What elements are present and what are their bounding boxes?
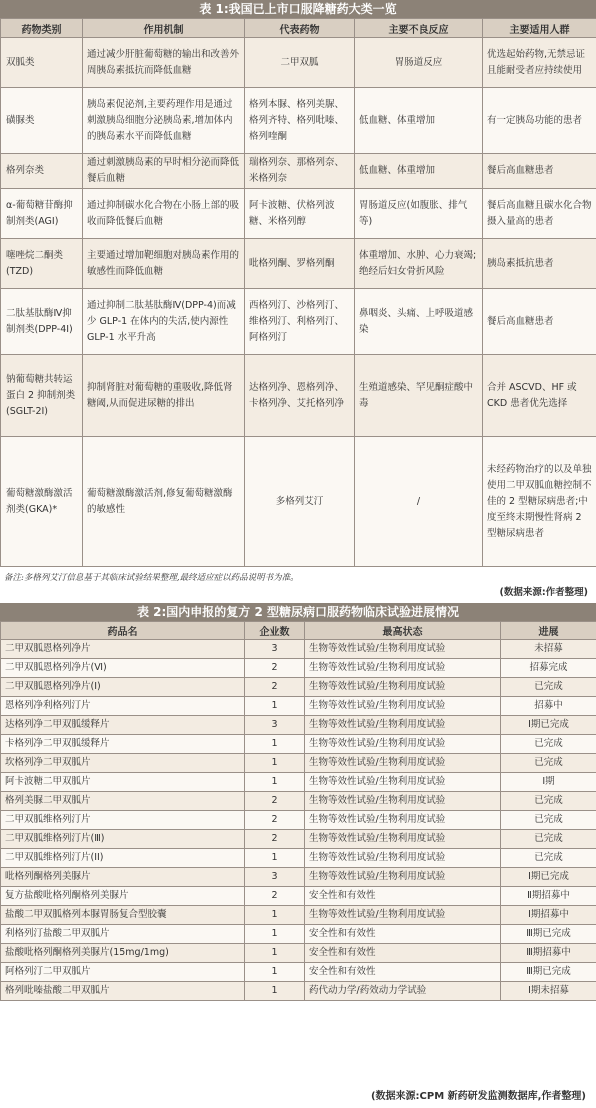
table2-cell-progress: Ⅰ期已完成 — [501, 716, 596, 735]
table2-cell-progress: 招募中 — [501, 697, 596, 716]
table1-cell-drugs: 格列本脲、格列美脲、格列齐特、格列吡嗪、格列喹酮 — [245, 88, 355, 154]
table1-cell-adverse: 体重增加、水肿、心力衰竭;绝经后妇女骨折风险 — [355, 239, 483, 289]
table2-cell-drug: 二甲双胍恩格列净片(Ⅰ) — [1, 678, 245, 697]
table2-cell-status: 药代动力学/药效动力学试验 — [305, 982, 501, 1001]
table2-row — [1, 792, 596, 811]
table1-cell-category: 葡萄糖激酶激活剂类(GKA)* — [1, 437, 83, 567]
table1-cell-mechanism: 通过抑制碳水化合物在小肠上部的吸收而降低餐后血糖 — [83, 189, 245, 239]
table1-cell-mechanism: 胰岛素促泌剂,主要药理作用是通过刺激胰岛细胞分泌胰岛素,增加体内的胰岛素水平而降低血糖 — [83, 88, 245, 154]
table2-cell-status: 生物等效性试验/生物利用度试验 — [305, 830, 501, 849]
table2-cell-progress: 已完成 — [501, 735, 596, 754]
table2-cell-status: 生物等效性试验/生物利用度试验 — [305, 697, 501, 716]
table2-row — [1, 716, 596, 735]
table1-cell-drugs: 吡格列酮、罗格列酮 — [245, 239, 355, 289]
table2-cell-progress: 未招募 — [501, 640, 596, 659]
table2-row — [1, 659, 596, 678]
table1-cell-drugs: 瑞格列奈、那格列奈、米格列奈 — [245, 154, 355, 189]
table2-cell-companies: 1 — [245, 982, 305, 1001]
table2-cell-progress: 已完成 — [501, 754, 596, 773]
table2-cell-companies: 2 — [245, 830, 305, 849]
table2-cell-drug: 利格列汀盐酸二甲双胍片 — [1, 925, 245, 944]
table2-cell-progress: 已完成 — [501, 678, 596, 697]
table2-cell-drug: 二甲双胍维格列汀片(Ⅲ) — [1, 830, 245, 849]
table2-cell-companies: 3 — [245, 640, 305, 659]
table1-cell-drugs: 西格列汀、沙格列汀、维格列汀、利格列汀、阿格列汀 — [245, 289, 355, 355]
table2-cell-companies: 3 — [245, 868, 305, 887]
table1-cell-category: 二肽基肽酶Ⅳ抑制剂类(DPP-4I) — [1, 289, 83, 355]
table2-row — [1, 773, 596, 792]
table1-row — [1, 154, 596, 189]
table1-header-population: 主要适用人群 — [483, 19, 596, 38]
table2-cell-companies: 2 — [245, 659, 305, 678]
table1-cell-mechanism: 葡萄糖激酶激活剂,修复葡萄糖激酶的敏感性 — [83, 437, 245, 567]
table2-cell-drug: 格列美脲二甲双胍片 — [1, 792, 245, 811]
table1-cell-adverse: 胃肠道反应(如腹胀、排气等) — [355, 189, 483, 239]
table1-row — [1, 437, 596, 567]
table1-cell-category: 磺脲类 — [1, 88, 83, 154]
table2-cell-companies: 1 — [245, 849, 305, 868]
table2-cell-companies: 1 — [245, 754, 305, 773]
table2-row — [1, 830, 596, 849]
table2-cell-progress: 已完成 — [501, 811, 596, 830]
table2-cell-companies: 1 — [245, 697, 305, 716]
table2-cell-status: 生物等效性试验/生物利用度试验 — [305, 640, 501, 659]
table1-row — [1, 38, 596, 88]
table1-row — [1, 239, 596, 289]
table1-cell-mechanism: 通过抑制二肽基肽酶Ⅳ(DPP-4)而减少 GLP-1 在体内的失活,使内源性 GLP-1 水平升高 — [83, 289, 245, 355]
table1-cell-adverse: 胃肠道反应 — [355, 38, 483, 88]
table2-cell-progress: 已完成 — [501, 849, 596, 868]
table2-cell-status: 生物等效性试验/生物利用度试验 — [305, 678, 501, 697]
table2-cell-drug: 复方盐酸吡格列酮格列美脲片 — [1, 887, 245, 906]
table2-cell-status: 生物等效性试验/生物利用度试验 — [305, 792, 501, 811]
table2-cell-progress: Ⅰ期招募中 — [501, 906, 596, 925]
table2 — [0, 621, 596, 1001]
table2-cell-companies: 1 — [245, 735, 305, 754]
table1-cell-category: 噻唑烷二酮类(TZD) — [1, 239, 83, 289]
table2-cell-status: 生物等效性试验/生物利用度试验 — [305, 659, 501, 678]
table2-row — [1, 754, 596, 773]
table2-cell-progress: 已完成 — [501, 830, 596, 849]
table1-header-drugs: 代表药物 — [245, 19, 355, 38]
table1-cell-population: 未经药物治疗的以及单独使用二甲双胍血糖控制不佳的 2 型糖尿病患者;中度至终末期慢性肾病 2 型糖尿病患者 — [483, 437, 596, 567]
table1-note: 备注:多格列艾汀信息基于其临床试验结果整理,最终适应症以药品说明书为准。 — [4, 573, 299, 583]
table1-cell-population: 胰岛素抵抗患者 — [483, 239, 596, 289]
table2-cell-companies: 1 — [245, 944, 305, 963]
table1-cell-drugs: 达格列净、恩格列净、卡格列净、艾托格列净 — [245, 355, 355, 437]
table1-cell-population: 优选起始药物,无禁忌证且能耐受者应持续使用 — [483, 38, 596, 88]
table1-header-mechanism: 作用机制 — [83, 19, 245, 38]
table2-cell-companies: 3 — [245, 716, 305, 735]
table2-row — [1, 697, 596, 716]
table2-cell-progress: Ⅲ期招募中 — [501, 944, 596, 963]
table2-cell-companies: 1 — [245, 963, 305, 982]
table1-cell-category: 格列奈类 — [1, 154, 83, 189]
table2-cell-companies: 2 — [245, 792, 305, 811]
table2-cell-status: 安全性和有效性 — [305, 963, 501, 982]
table1-cell-mechanism: 通过刺激胰岛素的早时相分泌而降低餐后血糖 — [83, 154, 245, 189]
table2-cell-status: 安全性和有效性 — [305, 925, 501, 944]
table1-title: 表 1:我国已上市口服降糖药大类一览 — [0, 0, 596, 18]
table2-cell-companies: 1 — [245, 925, 305, 944]
table2-cell-drug: 阿格列汀二甲双胍片 — [1, 963, 245, 982]
table2-row — [1, 849, 596, 868]
table1-header-adverse: 主要不良反应 — [355, 19, 483, 38]
table1 — [0, 18, 596, 567]
table1-source: (数据来源:作者整理) — [499, 587, 588, 598]
table1-cell-category: 双胍类 — [1, 38, 83, 88]
table2-cell-companies: 1 — [245, 906, 305, 925]
table2-cell-status: 生物等效性试验/生物利用度试验 — [305, 754, 501, 773]
table2-cell-progress: 已完成 — [501, 792, 596, 811]
table2-cell-status: 安全性和有效性 — [305, 887, 501, 906]
table2-cell-drug: 二甲双胍恩格列净片(Ⅵ) — [1, 659, 245, 678]
table2-header-status: 最高状态 — [305, 622, 501, 640]
table2-cell-progress: Ⅲ期已完成 — [501, 963, 596, 982]
table1-header-row — [1, 19, 596, 38]
table2-cell-status: 生物等效性试验/生物利用度试验 — [305, 811, 501, 830]
table2-cell-progress: 招募完成 — [501, 659, 596, 678]
table2-cell-companies: 2 — [245, 887, 305, 906]
table2-cell-drug: 二甲双胍维格列汀片 — [1, 811, 245, 830]
table1-cell-adverse: 低血糖、体重增加 — [355, 88, 483, 154]
table2-cell-drug: 吡格列酮格列美脲片 — [1, 868, 245, 887]
table2-row — [1, 678, 596, 697]
table1-cell-category: 钠葡萄糖共转运蛋白 2 抑制剂类(SGLT-2I) — [1, 355, 83, 437]
table2-cell-drug: 二甲双胍恩格列净片 — [1, 640, 245, 659]
table2-cell-progress: Ⅰ期未招募 — [501, 982, 596, 1001]
table1-cell-adverse: / — [355, 437, 483, 567]
table1-cell-adverse: 低血糖、体重增加 — [355, 154, 483, 189]
table2-row — [1, 906, 596, 925]
table1-cell-adverse: 生殖道感染、罕见酮症酸中毒 — [355, 355, 483, 437]
table2-row — [1, 982, 596, 1001]
table2-cell-progress: Ⅰ期已完成 — [501, 868, 596, 887]
table1-cell-mechanism: 通过减少肝脏葡萄糖的输出和改善外周胰岛素抵抗而降低血糖 — [83, 38, 245, 88]
table1-cell-population: 餐后高血糖患者 — [483, 154, 596, 189]
table2-cell-drug: 达格列净二甲双胍缓释片 — [1, 716, 245, 735]
table1-cell-mechanism: 抑制肾脏对葡萄糖的重吸收,降低肾糖阈,从而促进尿糖的排出 — [83, 355, 245, 437]
table2-cell-status: 生物等效性试验/生物利用度试验 — [305, 906, 501, 925]
table2-cell-drug: 格列吡嗪盐酸二甲双胍片 — [1, 982, 245, 1001]
table1-cell-drugs: 二甲双胍 — [245, 38, 355, 88]
table2-cell-drug: 阿卡波糖二甲双胍片 — [1, 773, 245, 792]
table1-cell-population: 餐后高血糖且碳水化合物摄入量高的患者 — [483, 189, 596, 239]
table2-cell-status: 生物等效性试验/生物利用度试验 — [305, 849, 501, 868]
table2-header-progress: 进展 — [501, 622, 596, 640]
table2-cell-companies: 2 — [245, 678, 305, 697]
table2-header-companies: 企业数 — [245, 622, 305, 640]
table1-cell-adverse: 鼻咽炎、头痛、上呼吸道感染 — [355, 289, 483, 355]
table1-cell-population: 餐后高血糖患者 — [483, 289, 596, 355]
table2-cell-status: 生物等效性试验/生物利用度试验 — [305, 735, 501, 754]
table2-cell-progress: Ⅱ期招募中 — [501, 887, 596, 906]
table2-cell-drug: 卡格列净二甲双胍缓释片 — [1, 735, 245, 754]
table1-cell-category: α-葡萄糖苷酶抑制剂类(AGI) — [1, 189, 83, 239]
table1-row — [1, 289, 596, 355]
table2-cell-drug: 盐酸二甲双胍格列本脲胃肠复合型胶囊 — [1, 906, 245, 925]
table2-cell-companies: 1 — [245, 773, 305, 792]
table2-cell-drug: 盐酸吡格列酮格列美脲片(15mg/1mg) — [1, 944, 245, 963]
table2-header-row — [1, 622, 596, 640]
table2-row — [1, 640, 596, 659]
table2-row — [1, 963, 596, 982]
table1-row — [1, 189, 596, 239]
table2-header-drug: 药品名 — [1, 622, 245, 640]
table1-cell-population: 合并 ASCVD、HF 或 CKD 患者优先选择 — [483, 355, 596, 437]
table2-cell-drug: 恩格列净利格列汀片 — [1, 697, 245, 716]
table2-cell-status: 生物等效性试验/生物利用度试验 — [305, 773, 501, 792]
table2-cell-status: 生物等效性试验/生物利用度试验 — [305, 868, 501, 887]
table2-cell-progress: Ⅲ期已完成 — [501, 925, 596, 944]
table1-cell-drugs: 多格列艾汀 — [245, 437, 355, 567]
table2-title: 表 2:国内申报的复方 2 型糖尿病口服药物临床试验进展情况 — [0, 603, 596, 621]
table1-header-category: 药物类别 — [1, 19, 83, 38]
table1-cell-drugs: 阿卡波糖、伏格列波糖、米格列醇 — [245, 189, 355, 239]
table1-row — [1, 355, 596, 437]
table1-row — [1, 88, 596, 154]
table2-row — [1, 944, 596, 963]
table2-cell-companies: 2 — [245, 811, 305, 830]
table2-source: (数据来源:CPM 新药研发监测数据库,作者整理) — [370, 1091, 586, 1102]
table2-row — [1, 811, 596, 830]
table2-cell-status: 生物等效性试验/生物利用度试验 — [305, 716, 501, 735]
table2-row — [1, 735, 596, 754]
table2-cell-drug: 坎格列净二甲双胍片 — [1, 754, 245, 773]
table2-cell-status: 安全性和有效性 — [305, 944, 501, 963]
table1-cell-mechanism: 主要通过增加靶细胞对胰岛素作用的敏感性而降低血糖 — [83, 239, 245, 289]
table1-cell-population: 有一定胰岛功能的患者 — [483, 88, 596, 154]
table2-cell-progress: Ⅰ期 — [501, 773, 596, 792]
table2-row — [1, 887, 596, 906]
table2-cell-drug: 二甲双胍维格列汀片(II) — [1, 849, 245, 868]
table2-row — [1, 925, 596, 944]
table2-row — [1, 868, 596, 887]
